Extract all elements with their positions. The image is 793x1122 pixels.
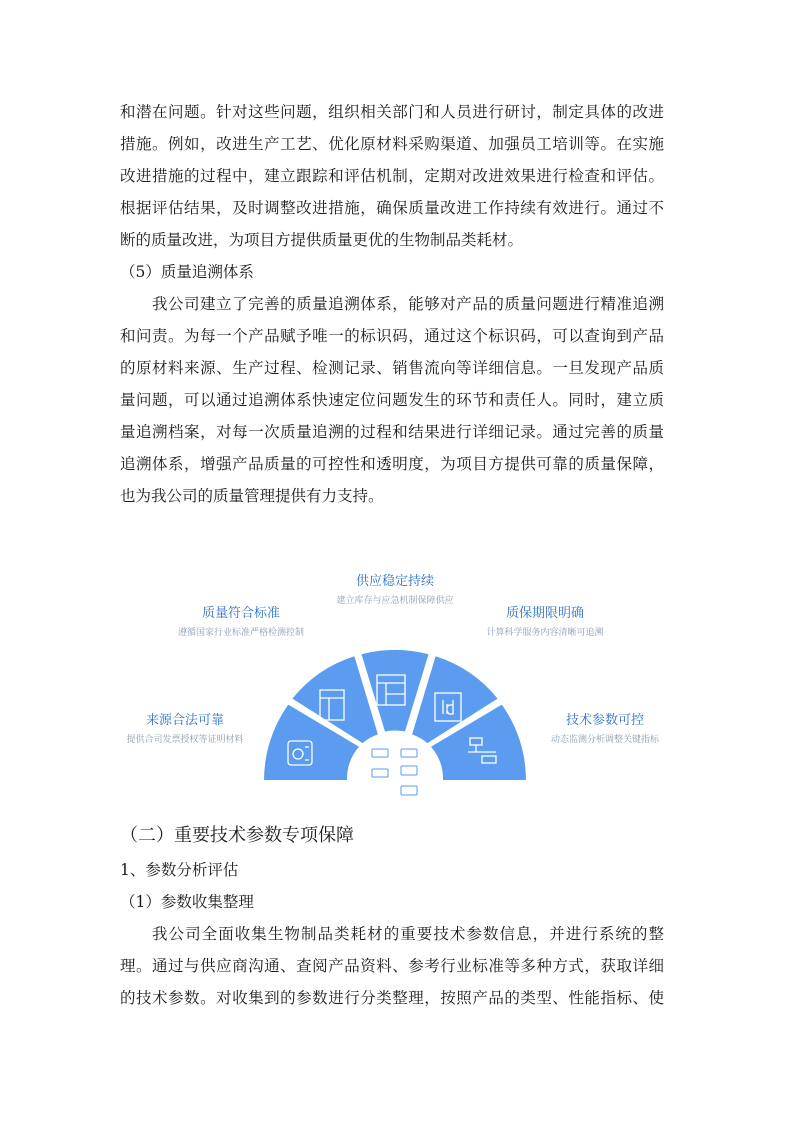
paragraph-line: 量追溯档案，对每一次质量追溯的过程和结果进行详细记录。通过完善的质量 <box>120 423 664 441</box>
caption-quality <box>176 602 306 639</box>
caption-title: 质量符合标准 <box>201 606 280 621</box>
paragraph-line: 的原材料来源、生产过程、检测记录、销售流向等详细信息。一旦发现产品质 <box>120 359 664 377</box>
caption-title: 来源合法可靠 <box>145 713 224 728</box>
paragraph-line: 追溯体系，增强产品质量的可控性和透明度，为项目方提供可靠的质量保障， <box>120 455 664 473</box>
caption-desc: 动态监测分析调整关键指标 <box>550 735 659 745</box>
subsection-heading: 1、参数分析评估 <box>120 861 239 879</box>
section-heading: （二）重要技术参数专项保障 <box>120 825 354 846</box>
paragraph-line: 的技术参数。对收集到的参数进行分类整理，按照产品的类型、性能指标、使 <box>120 989 664 1007</box>
paragraph-line: 我公司建立了完善的质量追溯体系，能够对产品的质量问题进行精准追溯 <box>152 295 664 313</box>
guarantee-diagram <box>110 510 680 800</box>
caption-tech <box>535 709 675 746</box>
paragraph-line: 措施。例如，改进生产工艺、优化原材料采购渠道、加强员工培训等。在实施 <box>120 135 664 153</box>
subsection-heading: （1）参数收集整理 <box>120 893 254 911</box>
caption-source <box>120 709 250 746</box>
paragraph-line: 我公司全面收集生物制品类耗材的重要技术参数信息，并进行系统的整 <box>152 925 664 943</box>
fan-chart <box>110 510 680 800</box>
paragraph-line: 量问题，可以通过追溯体系快速定位问题发生的环节和责任人。同时，建立质 <box>120 391 664 409</box>
caption-warranty <box>480 602 610 639</box>
caption-desc: 遵循国家行业标准严格检测控制 <box>177 628 304 638</box>
caption-desc: 计算科学服务内容清晰可追溯 <box>486 628 604 638</box>
caption-title: 技术参数可控 <box>565 713 644 728</box>
paragraph-line: 和问责。为每一个产品赋予唯一的标识码，通过这个标识码，可以查询到产品 <box>120 327 664 345</box>
paragraph-line: 理。通过与供应商沟通、查阅产品资料、参考行业标准等多种方式，获取详细 <box>120 957 664 975</box>
caption-title: 质保期限明确 <box>505 606 584 621</box>
paragraph-line: 根据评估结果，及时调整改进措施，确保质量改进工作持续有效进行。通过不 <box>120 199 664 217</box>
caption-title: 供应稳定持续 <box>355 574 434 589</box>
paragraph-line: 断的质量改进，为项目方提供质量更优的生物制品类耗材。 <box>120 231 524 249</box>
caption-desc: 提供合司发票授权等证明材料 <box>126 735 244 745</box>
caption-desc: 建立库存与应急机制保障供应 <box>336 596 454 606</box>
paragraph-line: 改进措施的过程中，建立跟踪和评估机制，定期对改进效果进行检查和评估。 <box>120 167 664 185</box>
paragraph-line: 和潜在问题。针对这些问题，组织相关部门和人员进行研讨，制定具体的改进 <box>120 103 664 121</box>
section-heading: （5）质量追溯体系 <box>120 263 254 281</box>
caption-supply <box>330 570 460 607</box>
paragraph-line: 也为我公司的质量管理提供有力支持。 <box>120 487 384 505</box>
